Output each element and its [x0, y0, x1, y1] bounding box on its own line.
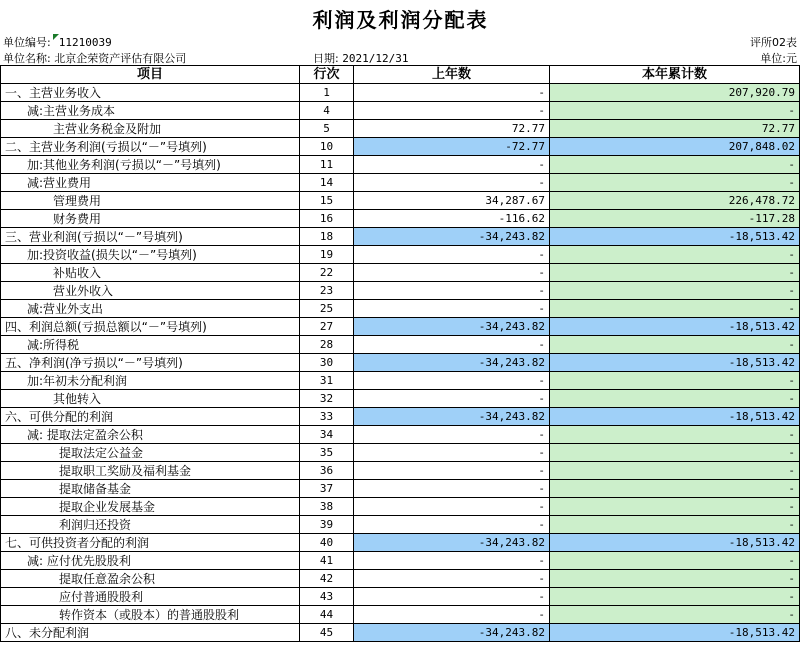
cell-item[interactable]: 减:主营业务成本: [1, 102, 300, 120]
table-row: [1, 282, 800, 300]
cell-current-ytd[interactable]: -: [550, 552, 800, 570]
cell-prev-year[interactable]: -: [354, 300, 550, 318]
cell-item[interactable]: 提取任意盈余公积: [1, 570, 300, 588]
table-row: [1, 264, 800, 282]
cell-item[interactable]: 加:投资收益(损失以“－”号填列): [1, 246, 300, 264]
cell-prev-year[interactable]: -72.77: [354, 138, 550, 156]
date-line: [313, 50, 408, 66]
cell-item[interactable]: 主营业务税金及附加: [1, 120, 300, 138]
table-row: [1, 552, 800, 570]
unit-code-value[interactable]: 11210039: [58, 36, 112, 49]
cell-current-ytd[interactable]: 207,920.79: [550, 84, 800, 102]
cell-current-ytd[interactable]: 207,848.02: [550, 138, 800, 156]
table-row: [1, 480, 800, 498]
date-value[interactable]: 2021/12/31: [342, 52, 409, 65]
cell-prev-year[interactable]: -: [354, 372, 550, 390]
cell-item[interactable]: 二、主营业务利润(亏损以“－”号填列): [1, 138, 300, 156]
cell-current-ytd[interactable]: -: [550, 498, 800, 516]
cell-current-ytd[interactable]: -: [550, 246, 800, 264]
unit-name-label: 单位名称:: [3, 52, 51, 65]
column-header-prev-year[interactable]: 上年数: [354, 66, 550, 84]
cell-item[interactable]: 财务费用: [1, 210, 300, 228]
cell-item[interactable]: 减: 应付优先股股利: [1, 552, 300, 570]
cell-current-ytd[interactable]: -: [550, 282, 800, 300]
cell-prev-year[interactable]: -: [354, 246, 550, 264]
table-row: [1, 426, 800, 444]
cell-current-ytd[interactable]: 72.77: [550, 120, 800, 138]
unit-code-line: [3, 34, 112, 50]
cell-prev-year[interactable]: -: [354, 156, 550, 174]
cell-prev-year[interactable]: -: [354, 390, 550, 408]
cell-current-ytd[interactable]: -: [550, 588, 800, 606]
cell-item[interactable]: 四、利润总额(亏损总额以“－”号填列): [1, 318, 300, 336]
cell-item[interactable]: 其他转入: [1, 390, 300, 408]
cell-prev-year[interactable]: -: [354, 516, 550, 534]
cell-row-no[interactable]: 15: [300, 192, 354, 210]
cell-prev-year[interactable]: -: [354, 102, 550, 120]
table-row: [1, 588, 800, 606]
table-row: [1, 462, 800, 480]
table-row: [1, 444, 800, 462]
table-row: [1, 498, 800, 516]
cell-prev-year[interactable]: -: [354, 282, 550, 300]
cell-prev-year[interactable]: -: [354, 552, 550, 570]
table-body: [1, 84, 800, 642]
unit-name-value[interactable]: 北京企荣资产评估有限公司: [54, 52, 187, 65]
cell-prev-year[interactable]: 34,287.67: [354, 192, 550, 210]
cell-item[interactable]: 减:营业外支出: [1, 300, 300, 318]
table-row: [1, 606, 800, 624]
cell-row-no[interactable]: 44: [300, 606, 354, 624]
table-row: [1, 228, 800, 246]
cell-row-no[interactable]: 39: [300, 516, 354, 534]
cell-item[interactable]: 五、净利润(净亏损以“－”号填列): [1, 354, 300, 372]
cell-item[interactable]: 营业外收入: [1, 282, 300, 300]
cell-row-no[interactable]: 19: [300, 246, 354, 264]
cell-row-no[interactable]: 22: [300, 264, 354, 282]
cell-prev-year[interactable]: -34,243.82: [354, 408, 550, 426]
table-row: [1, 318, 800, 336]
table-row: [1, 534, 800, 552]
cell-prev-year[interactable]: -34,243.82: [354, 534, 550, 552]
cell-row-no[interactable]: 5: [300, 120, 354, 138]
cell-current-ytd[interactable]: -18,513.42: [550, 228, 800, 246]
cell-prev-year[interactable]: -: [354, 462, 550, 480]
cell-prev-year[interactable]: -34,243.82: [354, 228, 550, 246]
cell-current-ytd[interactable]: -: [550, 372, 800, 390]
table-row: [1, 300, 800, 318]
cell-item[interactable]: 七、可供投资者分配的利润: [1, 534, 300, 552]
table-row: [1, 174, 800, 192]
cell-row-no[interactable]: 37: [300, 480, 354, 498]
cell-item[interactable]: 管理费用: [1, 192, 300, 210]
table-row: [1, 120, 800, 138]
cell-prev-year[interactable]: -: [354, 264, 550, 282]
cell-row-no[interactable]: 41: [300, 552, 354, 570]
cell-current-ytd[interactable]: -: [550, 570, 800, 588]
cell-row-no[interactable]: 14: [300, 174, 354, 192]
cell-current-ytd[interactable]: -18,513.42: [550, 534, 800, 552]
cell-current-ytd[interactable]: -: [550, 300, 800, 318]
cell-current-ytd[interactable]: -: [550, 606, 800, 624]
cell-current-ytd[interactable]: -: [550, 102, 800, 120]
table-row: [1, 192, 800, 210]
unit-code-label: 单位编号:: [3, 36, 51, 49]
cell-row-no[interactable]: 34: [300, 426, 354, 444]
currency-unit: 单位:元: [760, 52, 797, 65]
cell-prev-year[interactable]: -: [354, 174, 550, 192]
cell-item[interactable]: 提取企业发展基金: [1, 498, 300, 516]
cell-item[interactable]: 八、未分配利润: [1, 624, 300, 642]
cell-row-no[interactable]: 42: [300, 570, 354, 588]
cell-item[interactable]: 补贴收入: [1, 264, 300, 282]
cell-item[interactable]: 三、营业利润(亏损以“－”号填列): [1, 228, 300, 246]
table-row: [1, 84, 800, 102]
cell-prev-year[interactable]: 72.77: [354, 120, 550, 138]
cell-row-no[interactable]: 31: [300, 372, 354, 390]
cell-item[interactable]: 提取职工奖励及福利基金: [1, 462, 300, 480]
table-row: [1, 138, 800, 156]
cell-row-no[interactable]: 45: [300, 624, 354, 642]
cell-current-ytd[interactable]: -18,513.42: [550, 408, 800, 426]
table-row: [1, 408, 800, 426]
cell-row-no[interactable]: 30: [300, 354, 354, 372]
table-row: [1, 102, 800, 120]
table-row: [1, 390, 800, 408]
cell-row-no[interactable]: 38: [300, 498, 354, 516]
cell-prev-year[interactable]: -: [354, 588, 550, 606]
cell-current-ytd[interactable]: -: [550, 516, 800, 534]
cell-current-ytd[interactable]: -: [550, 426, 800, 444]
cell-prev-year[interactable]: -: [354, 426, 550, 444]
table-row: [1, 372, 800, 390]
cell-row-no[interactable]: 16: [300, 210, 354, 228]
cell-current-ytd[interactable]: -117.28: [550, 210, 800, 228]
profit-distribution-table: [0, 65, 800, 642]
unit-name-line: [3, 50, 186, 66]
cell-row-no[interactable]: 35: [300, 444, 354, 462]
cell-prev-year[interactable]: -: [354, 84, 550, 102]
cell-current-ytd[interactable]: -: [550, 480, 800, 498]
table-row: [1, 336, 800, 354]
cell-row-no[interactable]: 18: [300, 228, 354, 246]
cell-item[interactable]: 应付普通股股利: [1, 588, 300, 606]
cell-row-no[interactable]: 23: [300, 282, 354, 300]
cell-current-ytd[interactable]: -: [550, 390, 800, 408]
report-title: 利润及利润分配表: [312, 8, 489, 32]
cell-prev-year[interactable]: -34,243.82: [354, 354, 550, 372]
cell-row-no[interactable]: 43: [300, 588, 354, 606]
cell-item[interactable]: 一、主营业务收入: [1, 84, 300, 102]
cell-current-ytd[interactable]: -18,513.42: [550, 624, 800, 642]
cell-prev-year[interactable]: -116.62: [354, 210, 550, 228]
table-row: [1, 354, 800, 372]
cell-prev-year[interactable]: -: [354, 480, 550, 498]
cell-row-no[interactable]: 28: [300, 336, 354, 354]
cell-item[interactable]: 减: 提取法定盈余公积: [1, 426, 300, 444]
cell-item[interactable]: 加:其他业务利润(亏损以“－”号填列): [1, 156, 300, 174]
cell-row-no[interactable]: 33: [300, 408, 354, 426]
cell-prev-year[interactable]: -34,243.82: [354, 318, 550, 336]
table-row: [1, 156, 800, 174]
cell-current-ytd[interactable]: -: [550, 264, 800, 282]
cell-current-ytd[interactable]: -18,513.42: [550, 318, 800, 336]
cell-prev-year[interactable]: -: [354, 570, 550, 588]
column-header-row-no[interactable]: 行次: [300, 66, 354, 84]
date-label: 日期:: [313, 52, 339, 65]
form-code: 评所02表: [750, 36, 797, 49]
cell-current-ytd[interactable]: -: [550, 336, 800, 354]
cell-row-no[interactable]: 11: [300, 156, 354, 174]
table-row: [1, 246, 800, 264]
cell-current-ytd[interactable]: -: [550, 444, 800, 462]
cell-row-no[interactable]: 36: [300, 462, 354, 480]
cell-prev-year[interactable]: -34,243.82: [354, 624, 550, 642]
table-row: [1, 624, 800, 642]
cell-current-ytd[interactable]: -: [550, 462, 800, 480]
cell-prev-year[interactable]: -: [354, 498, 550, 516]
cell-item[interactable]: 六、可供分配的利润: [1, 408, 300, 426]
cell-row-no[interactable]: 1: [300, 84, 354, 102]
table-row: [1, 570, 800, 588]
cell-row-no[interactable]: 40: [300, 534, 354, 552]
cell-item[interactable]: 提取法定公益金: [1, 444, 300, 462]
cell-row-no[interactable]: 10: [300, 138, 354, 156]
cell-current-ytd[interactable]: -: [550, 156, 800, 174]
cell-prev-year[interactable]: -: [354, 606, 550, 624]
cell-item[interactable]: 减:营业费用: [1, 174, 300, 192]
cell-row-no[interactable]: 32: [300, 390, 354, 408]
cell-item[interactable]: 加:年初未分配利润: [1, 372, 300, 390]
table-row: [1, 210, 800, 228]
cell-row-no[interactable]: 25: [300, 300, 354, 318]
cell-item[interactable]: 提取储备基金: [1, 480, 300, 498]
cell-row-no[interactable]: 27: [300, 318, 354, 336]
column-header-current-ytd[interactable]: 本年累计数: [550, 66, 800, 84]
cell-prev-year[interactable]: -: [354, 336, 550, 354]
table-row: [1, 516, 800, 534]
cell-current-ytd[interactable]: -: [550, 174, 800, 192]
column-header-item[interactable]: 项目: [1, 66, 300, 84]
table-header-row: [1, 66, 800, 84]
cell-prev-year[interactable]: -: [354, 444, 550, 462]
cell-current-ytd[interactable]: 226,478.72: [550, 192, 800, 210]
cell-item[interactable]: 利润归还投资: [1, 516, 300, 534]
cell-row-no[interactable]: 4: [300, 102, 354, 120]
cell-item[interactable]: 转作资本（或股本）的普通股股利: [1, 606, 300, 624]
cell-current-ytd[interactable]: -18,513.42: [550, 354, 800, 372]
cell-item[interactable]: 减:所得税: [1, 336, 300, 354]
